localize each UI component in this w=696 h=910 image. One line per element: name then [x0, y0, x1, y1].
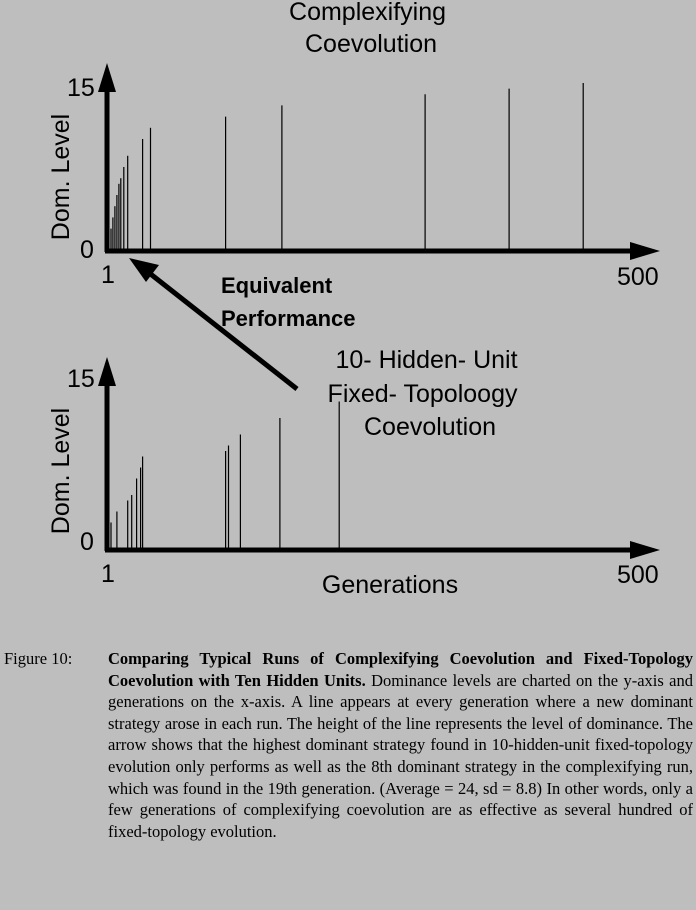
top-y-tick-0: 0 — [80, 236, 94, 264]
bottom-chart-title — [328, 346, 525, 441]
bottom-chart-title-line-1: 10- Hidden- Unit — [335, 346, 518, 374]
top-chart-panel — [47, 0, 660, 291]
top-x-tick-1: 1 — [101, 261, 115, 289]
bottom-chart-panel — [47, 346, 660, 599]
bottom-x-tick-1: 1 — [101, 560, 115, 588]
top-y-axis-arrowhead — [98, 63, 116, 92]
top-chart-title-line-2: Coevolution — [304, 30, 438, 58]
bottom-x-tick-500: 500 — [617, 561, 659, 589]
bottom-chart-title-line-3: Coevolution — [363, 413, 497, 441]
bottom-chart-title-line-2: Fixed- Topoloogy — [327, 380, 518, 408]
bottom-x-axis-label: Generations — [321, 571, 459, 599]
annotation-line-2: Performance — [221, 306, 356, 331]
annotation-line-1: Equivalent — [221, 273, 333, 298]
bottom-chart-bars — [111, 402, 339, 551]
top-chart-title — [289, 0, 453, 58]
bottom-y-axis-arrowhead — [98, 357, 116, 386]
top-y-axis-label: Dom. Level — [47, 113, 75, 241]
bottom-y-axis-label: Dom. Level — [47, 407, 75, 535]
figure-label: Figure 10: — [4, 649, 73, 668]
figure-caption-body: Dominance levels are charted on the y-axis and generations on the x-axis. A line appears at every generation where a new dominant strategy arose in each run. The height of the line represents the level of dominance. The arrow shows that the highest dominant strategy found in 10-hidden-unit fixed-topology evolution only performs as well as the 8th dominant strategy in the complexifying run, which was found in the 19th generation. (Average = 24, sd = 8.8) In other words, only a few generations of complexifying coevolution are as effective as several hundred of fixed-topology evolution. — [108, 670, 694, 841]
figure-caption-title: Comparing Typical Runs of Complexifying Coevolution and Fixed-Topology Coevolution with Ten Hidden Units. — [108, 649, 693, 690]
figure-caption-text — [108, 648, 693, 842]
equivalent-performance-label — [221, 273, 356, 331]
top-chart-bars — [111, 83, 583, 251]
top-y-tick-15: 15 — [67, 74, 95, 102]
top-x-axis-arrowhead — [630, 242, 660, 260]
top-x-tick-500: 500 — [617, 263, 659, 291]
top-chart-title-line-1: Complexifying — [289, 0, 447, 26]
bottom-y-tick-15: 15 — [67, 365, 95, 393]
bottom-x-axis-arrowhead — [630, 541, 660, 559]
bottom-y-tick-0: 0 — [80, 528, 94, 556]
